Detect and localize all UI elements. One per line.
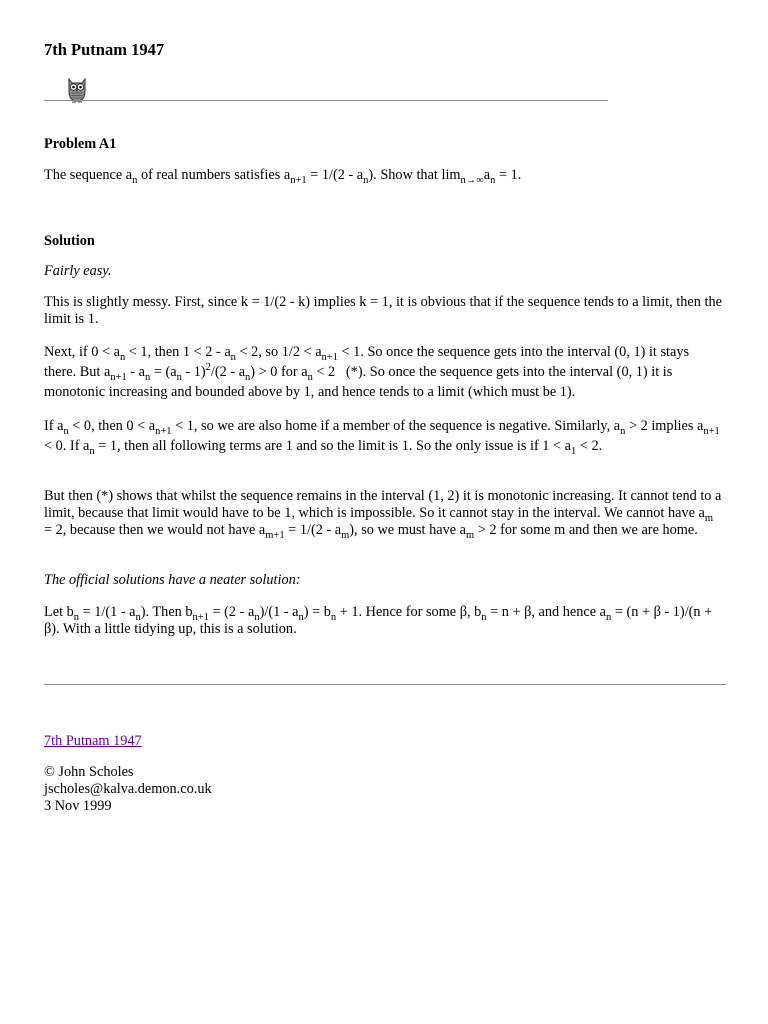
footer-copyright: © John Scholes [44, 764, 134, 780]
back-link[interactable]: 7th Putnam 1947 [44, 733, 142, 749]
solution-paragraph-2: Next, if $0 < a_n < 1$, then $1 < 2 - a_n < 2$, so $1/2 < a_{n+1} < 1$. So once the sequence gets into the interval (0, 1) it stays there. But $a_{n+1} - a_n = (a_n - 1)^2/(2 - a_n) > 0$ for $a_n < 2$ (*). So once the sequence gets into the interval (0, 1) it is monotonic increasing and bounded above by 1, and hence tends to a limit (which must be 1). [44, 344, 690, 400]
footer-email: jscholes@kalva.demon.co.uk [44, 781, 212, 797]
footer-date: 3 Nov 1999 [44, 798, 112, 814]
official-solution-note: The official solutions have a neater solution: [44, 572, 301, 588]
problem-statement: The sequence $a_n$ of real numbers satisfies $a_{n+1} = 1/(2 - a_n)$. Show that $\lim_{n\to\infty}a_n = 1$. [44, 167, 522, 186]
solution-paragraph-1: This is slightly messy. First, since k = 1/(2 - k) implies k = 1, it is obvious that if the sequence tends to a limit, then the limit is 1. [44, 294, 722, 327]
footer-link-row [44, 733, 724, 750]
problem-heading: Problem A1 [44, 136, 117, 152]
solution-paragraph-4: But then (*) shows that whilst the sequence remains in the interval (1, 2) it is monotonic increasing. It cannot tend to a limit, because that limit would have to be 1, which is impossible. So it cannot stay in the interval. We cannot have $a_m = 2$, because then we would not have $a_{m+1} = 1/(2 - a_m)$, so we must have $a_m > 2$ for some m and then we are home. [44, 488, 722, 541]
page-title: 7th Putnam 1947 [44, 40, 165, 59]
difficulty-note: Fairly easy. [44, 263, 112, 279]
header-divider [44, 100, 608, 101]
solution-paragraph-3: If $a_n < 0$, then $0 < a_{n+1} < 1$, so we are also home if a member of the sequence is negative. Similarly, $a_n > 2$ implies $a_{n+1} < 0$. If $a_n = 1$, then all following terms are 1 and so the limit is 1. So the only issue is if $1 < a_1 < 2$. [44, 418, 720, 457]
official-solution-paragraph: Let $b_n = 1/(1 - a_n)$. Then $b_{n+1} = (2 - a_n)/(1 - a_n) = b_n + 1$. Hence for some β, $b_n = n + \beta$, and hence $a_n = (n + \beta - 1)/(n + \beta)$. With a little tidying up, this is a solution. [44, 604, 713, 637]
solution-heading: Solution [44, 233, 95, 249]
footer-divider [44, 684, 726, 685]
